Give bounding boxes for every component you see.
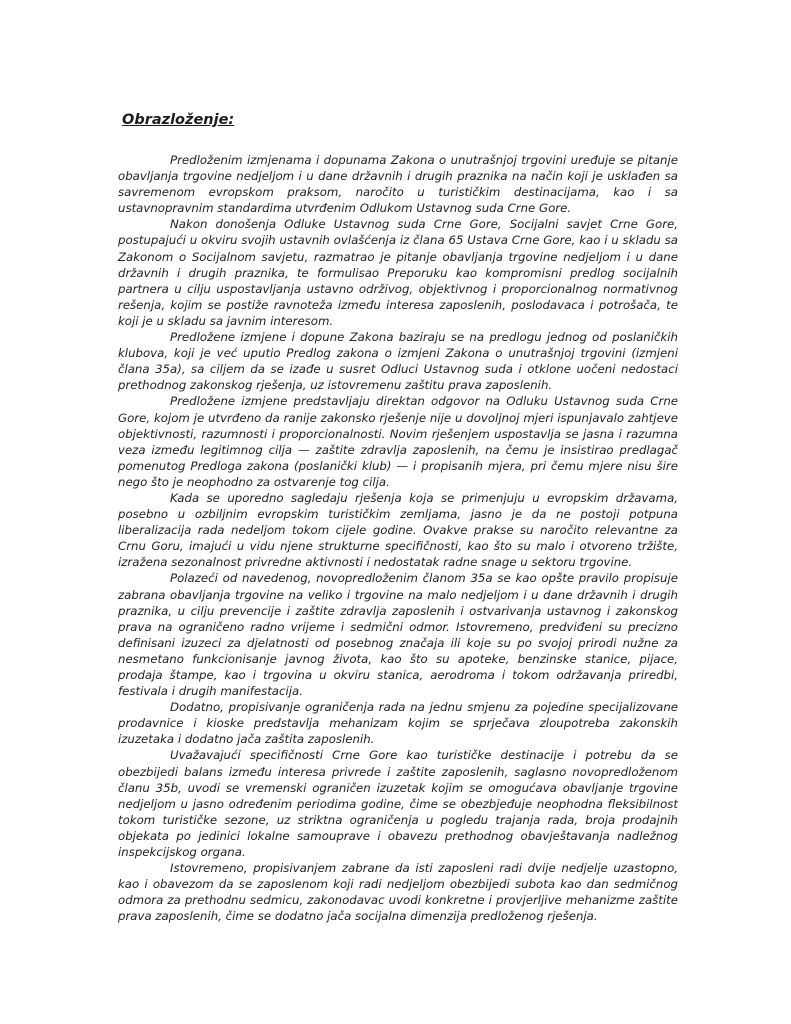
paragraph: Istovremeno, propisivanjem zabrane da isti zaposleni radi dvije nedjelje uzastopno, kao i obavezom da se zaposlenom koji radi nedjeljom obezbijedi subota kao dan sedmičnog odmora za prethodnu sedmicu, zakonodavac uvodi konkretne i provjerljive mehanizme zaštite prava zaposlenih, čime se dodatno jača socijalna dimenzija predloženog rješenja. — [118, 861, 678, 924]
paragraph: Dodatno, propisivanje ograničenja rada na jednu smjenu za pojedine specijalizovane prodavnice i kioske predstavlja mehanizam kojim se sprječava zloupotreba zakonskih izuzetaka i dodatno jača zaštita zaposlenih. — [118, 700, 678, 747]
paragraph: Predložene izmjene i dopune Zakona baziraju se na predlogu jednog od poslaničkih klubova, koji je već uputio Predlog zakona o izmjeni Zakona o unutrašnjoj trgovini (izmjeni člana 35a), sa ciljem da se izađe u susret Odluci Ustavnog suda i otklone uočeni nedostaci prethodnog zakonskog rješenja, uz istovremenu zaštitu prava zaposlenih. — [118, 330, 678, 393]
section-heading: Obrazloženje: — [122, 112, 235, 128]
document-body — [118, 152, 678, 925]
paragraph: Polazeći od navedenog, novopredloženim članom 35a se kao opšte pravilo propisuje zabrana obavljanja trgovine na veliko i trgovine na malo nedjeljom i u dane državnih i drugih praznika, u cilju prevencije i zaštite zdravlja zaposlenih i ostvarivanja ustavnog i zakonskog prava na ograničeno radno vrijeme i sedmični odmor. Istovremeno, predviđeni su precizno definisani izuzeci za djelatnosti od posebnog značaja ili koje su po svojoj prirodi nužne za nesmetano funkcionisanje javnog života, kao što su apoteke, benzinske stanice, pijace, prodaja štampe, kao i trgovina u okviru stanica, aerodroma i tokom održavanja priredbi, festivala i drugih manifestacija. — [118, 571, 678, 699]
paragraph: Kada se uporedno sagledaju rješenja koja se primenjuju u evropskim državama, posebno u ozbiljnim evropskim turističkim zemljama, jasno je da ne postoji potpuna liberalizacija rada nedeljom tokom cijele godine. Ovakve prakse su naročito relevantne za Crnu Goru, imajući u vidu njene strukturne specifičnosti, kao što su malo i otvoreno tržište, izražena sezonalnost privredne aktivnosti i nedostatak radne snage u sektoru trgovine. — [118, 490, 678, 570]
paragraph: Nakon donošenja Odluke Ustavnog suda Crne Gore, Socijalni savjet Crne Gore, postupajući u okviru svojih ustavnih ovlašćenja iz člana 65 Ustava Crne Gore, kao i u skladu sa Zakonom o Socijalnom savjetu, razmatrao je pitanje obavljanja trgovine nedjeljom i u dane državnih i drugih praznika, te formulisao Preporuku kao kompromisni predlog socijalnih partnera u cilju uspostavljanja ustavno održivog, objektivnog i proporcionalnog normativnog rešenja, kojim se postiže ravnoteža između interesa zaposlenih, poslodavaca i potrošača, te koji je u skladu sa javnim interesom. — [118, 217, 678, 328]
paragraph: Predloženim izmjenama i dopunama Zakona o unutrašnjoj trgovini uređuje se pitanje obavljanja trgovine nedjeljom i u dane državnih i drugih praznika na način koji je usklađen sa savremenom evropskom praksom, naročito u turističkim destinacijama, kao i sa ustavnopravnim standardima utvrđenim Odlukom Ustavnog suda Crne Gore. — [118, 153, 678, 216]
paragraph: Uvažavajući specifičnosti Crne Gore kao turističke destinacije i potrebu da se obezbijedi balans između interesa privrede i zaštite zaposlenih, saglasno novopredloženom članu 35b, uvodi se vremenski ograničen izuzetak kojim se omogućava obavljanje trgovine nedjeljom u jasno određenim periodima godine, čime se obezbjeđuje neophodna fleksibilnost tokom turističke sezone, uz striktna ograničenja u pogledu trajanja rada, broja prodajnih objekata po jedinici lokalne samouprave i obavezu prethodnog obavještavanja nadležnog inspekcijskog organa. — [118, 748, 678, 860]
paragraph: Predložene izmjene predstavljaju direktan odgovor na Odluku Ustavnog suda Crne Gore, kojom je utvrđeno da ranije zakonsko rješenje nije u dovoljnoj mjeri ispunjavalo zahtjeve objektivnosti, razumnosti i proporcionalnosti. Novim rješenjem uspostavlja se jasna i razumna veza između legitimnog cilja — zaštite zdravlja zaposlenih, na čemu je insistirao predlagač pomenutog Predloga zakona (poslanički klub) — i propisanih mjera, pri čemu mjere nisu šire nego što je neophodno za ostvarenje tog cilja. — [118, 394, 678, 489]
